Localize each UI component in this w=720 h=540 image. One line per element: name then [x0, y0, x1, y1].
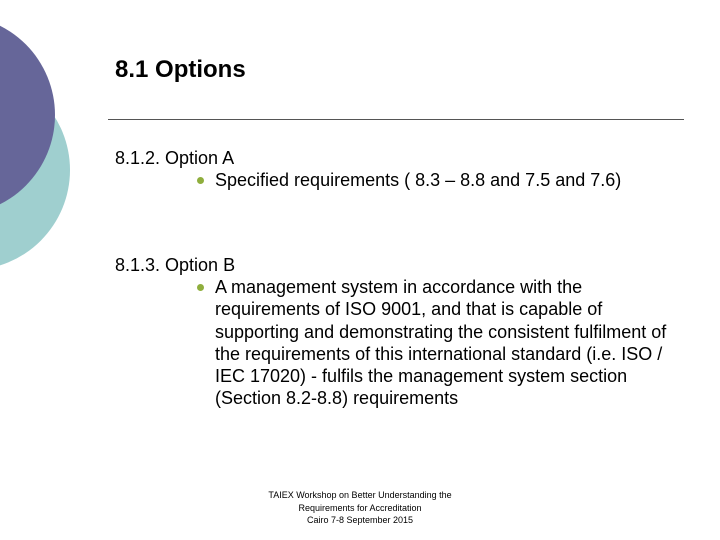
section-heading: 8.1.3. Option B [115, 255, 236, 275]
bullet-text: A management system in accordance with the requirements of ISO 9001, and that is capable of supporting and demonstrating the consistent fulfilment of the requirements of this international standard (i.e. ISO / IEC 17020) - fulfils the management system section (Section 8.2-8.8) requirements [215, 277, 667, 409]
slide-title: 8.1 Options [115, 56, 246, 83]
section-heading: 8.1.2. Option A [115, 148, 235, 168]
title-divider [108, 119, 684, 120]
section-option-a [115, 147, 685, 191]
decorative-circles [0, 0, 80, 290]
bullet-dot-icon [197, 284, 204, 291]
bullet-dot-icon [197, 177, 204, 184]
footer-line: Cairo 7-8 September 2015 [306, 515, 414, 525]
footer-line: TAIEX Workshop on Better Understanding the [268, 490, 452, 500]
bullet-item [215, 169, 685, 191]
footer-line: Requirements for Accreditation [298, 502, 422, 513]
bullet-text: Specified requirements ( 8.3 – 8.8 and 7.5 and 7.6) [215, 170, 622, 190]
bullet-item [215, 276, 685, 410]
slide-footer [230, 489, 490, 527]
section-option-b [115, 254, 685, 410]
